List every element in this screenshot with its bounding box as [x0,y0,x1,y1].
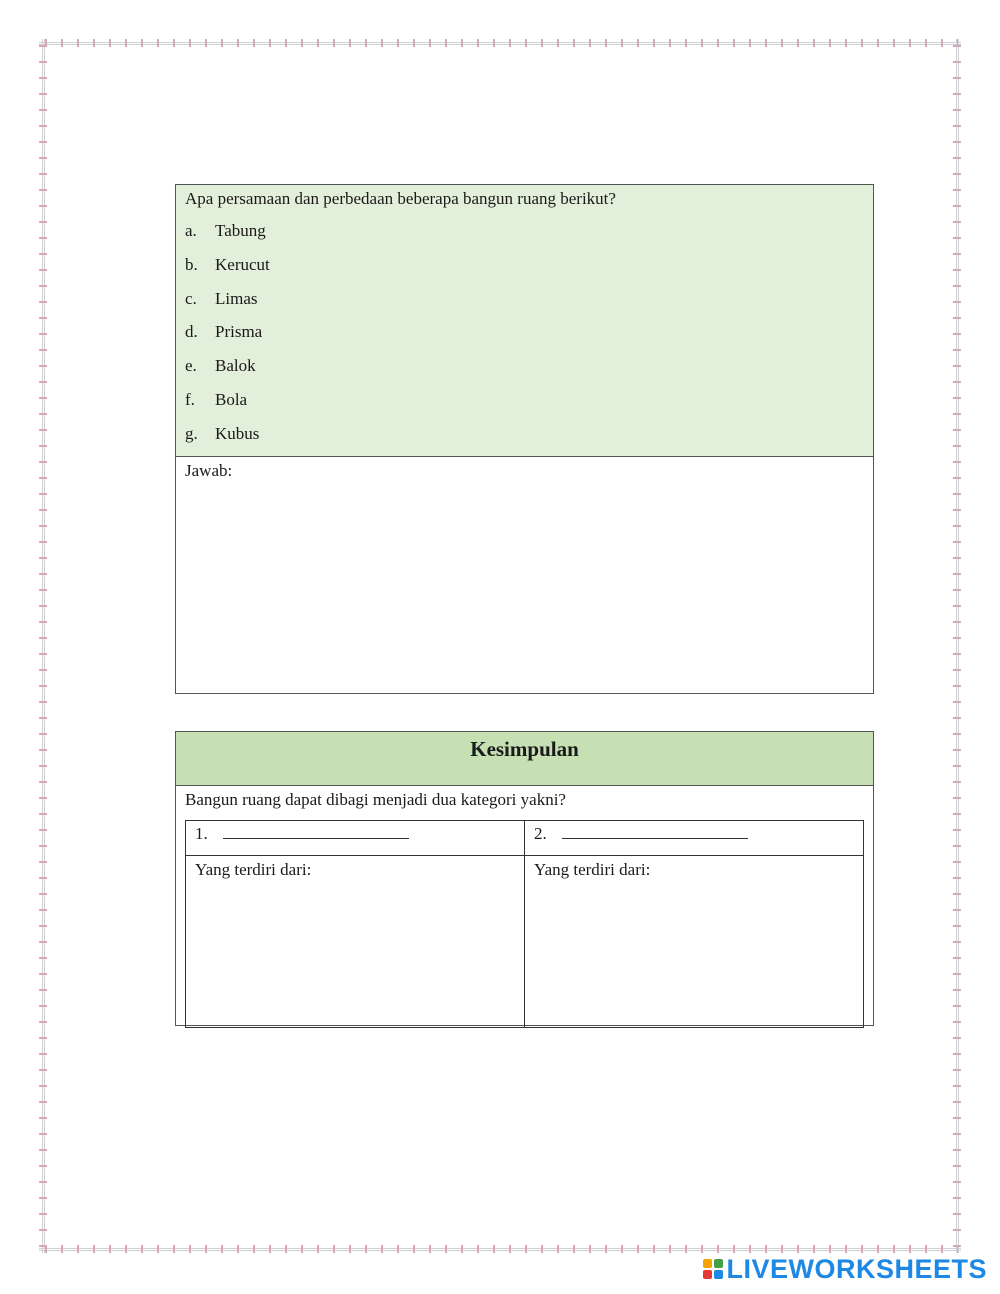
conclusion-question: Bangun ruang dapat dibagi menjadi dua kategori yakni? [185,790,566,809]
list-item [185,254,864,288]
question-table [175,184,874,694]
list-letter: b. [185,254,198,274]
category-2-detail[interactable] [525,856,864,1028]
list-text: Balok [215,356,256,376]
question-header [176,185,873,457]
category-2-blank[interactable] [562,823,748,839]
list-letter: g. [185,423,198,443]
category-table [185,820,864,1028]
border-right [953,39,961,1253]
category-number: 1. [195,824,208,843]
logo-mark-icon [703,1259,723,1279]
conclusion-table [175,731,874,1026]
list-item [185,220,864,254]
border-bottom [39,1245,961,1253]
list-letter: a. [185,221,197,240]
category-2-cell[interactable] [525,821,864,856]
answer-area[interactable] [176,457,873,693]
category-number: 2. [534,824,547,843]
question-prompt: Apa persamaan dan perbedaan beberapa bangun ruang berikut? [185,189,616,208]
category-1-blank[interactable] [223,823,409,839]
list-text: Bola [215,389,248,409]
category-1-detail[interactable] [186,856,525,1028]
list-text: Prisma [215,322,263,342]
answer-label: Jawab: [185,461,233,480]
list-item [185,389,864,423]
list-letter: c. [185,288,197,308]
list-letter: e. [185,356,197,376]
list-item [185,321,864,355]
list-letter: f. [185,389,195,409]
list-text: Kubus [215,423,260,443]
detail-label: Yang terdiri dari: [195,860,312,879]
list-letter: d. [185,322,198,342]
logo-text: LIVEWORKSHEETS [726,1253,987,1284]
list-text: Limas [215,288,258,308]
detail-label: Yang terdiri dari: [534,860,651,879]
list-text: Kerucut [215,254,270,274]
shape-list [185,220,864,457]
list-text: Tabung [215,221,266,240]
category-1-cell[interactable] [186,821,525,856]
border-top [39,39,961,47]
conclusion-body [176,786,873,1028]
list-item [185,423,864,457]
liveworksheets-logo [703,1253,987,1284]
list-item [185,288,864,322]
list-item [185,355,864,389]
conclusion-title: Kesimpulan [176,732,873,786]
border-left [39,39,47,1253]
